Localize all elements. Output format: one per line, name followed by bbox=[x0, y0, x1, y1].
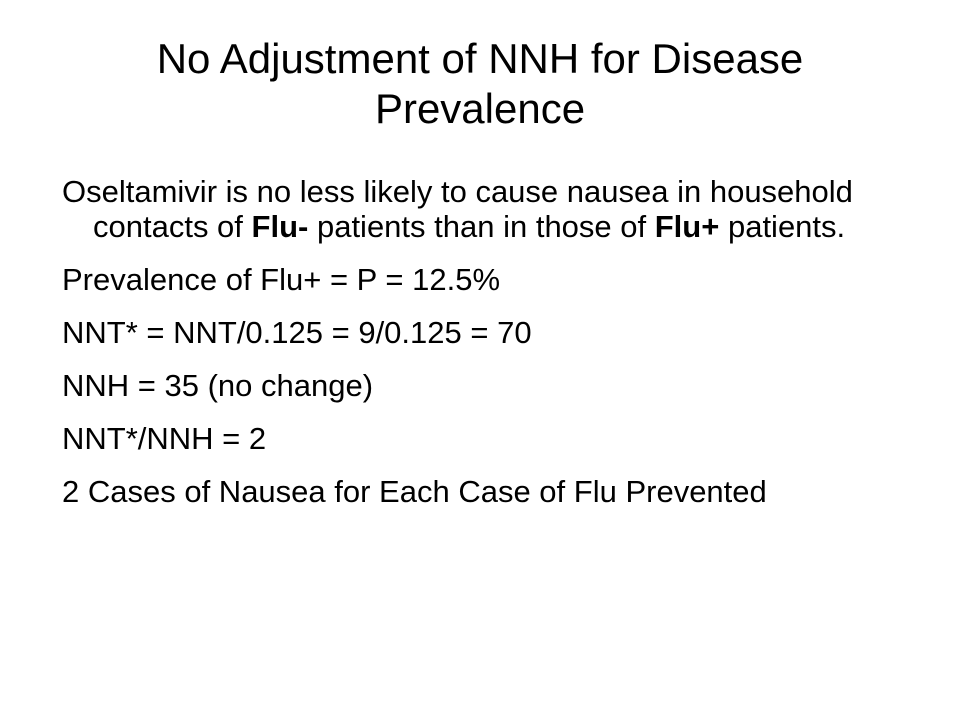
bullet-item-ratio: NNT*/NNH = 2 bbox=[62, 421, 267, 456]
slide-title-line2: Prevalence bbox=[374, 85, 586, 132]
bullet-item-oseltamivir bbox=[62, 174, 922, 244]
bold-term-flu-positive: Flu+ bbox=[654, 209, 720, 244]
bullet-list bbox=[62, 174, 922, 527]
bold-term-flu-negative: Flu- bbox=[251, 209, 309, 244]
bullet-text: Oseltamivir is no less likely to cause nausea in household contacts of bbox=[62, 174, 853, 244]
bullet-item-conclusion: 2 Cases of Nausea for Each Case of Flu Prevented bbox=[62, 474, 767, 509]
bullet-text: patients. bbox=[719, 209, 846, 244]
bullet-item-nnt-star: NNT* = NNT/0.125 = 9/0.125 = 70 bbox=[62, 315, 532, 350]
bullet-text: patients than in those of bbox=[308, 209, 655, 244]
bullet-item-prevalence: Prevalence of Flu+ = P = 12.5% bbox=[62, 262, 501, 297]
slide-title bbox=[48, 34, 912, 134]
slide-title-line1: No Adjustment of NNH for Disease bbox=[156, 35, 804, 82]
bullet-item-nnh: NNH = 35 (no change) bbox=[62, 368, 374, 403]
